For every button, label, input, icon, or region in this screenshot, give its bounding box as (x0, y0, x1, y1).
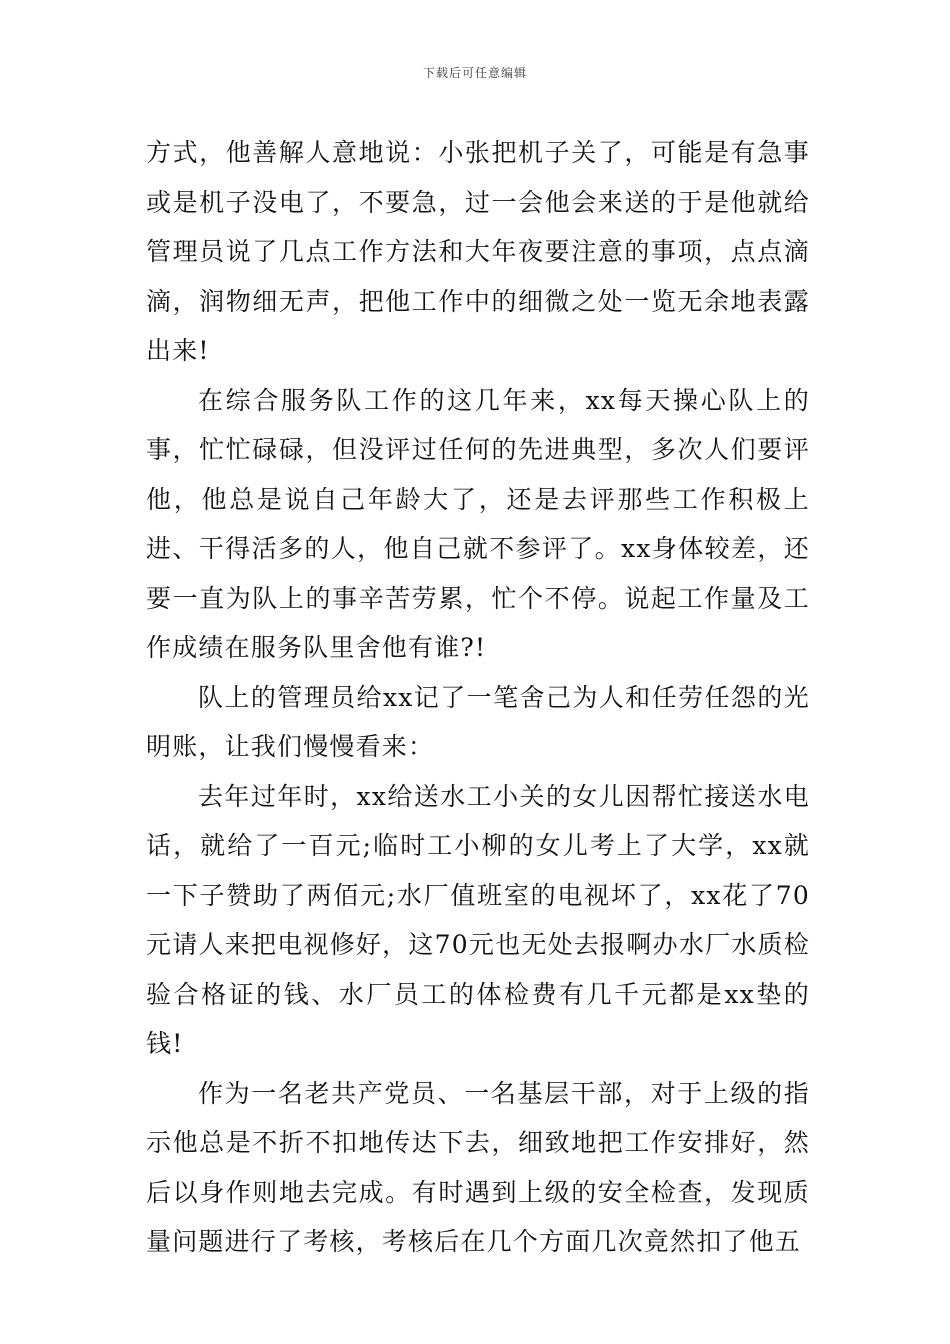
document-body (146, 128, 810, 1267)
paragraph-5: 作为一名老共产党员、一名基层干部，对于上级的指示他总是不折不扣地传达下去，细致地把工作安排好，然后以身作则地去完成。有时遇到上级的安全检查，发现质量问题进行了考核，考核后在几个方面几次竟然扣了他五 (146, 1078, 810, 1256)
page-header: 下载后可任意编辑 (422, 66, 527, 80)
paragraph-1: 方式，他善解人意地说：小张把机子关了，可能是有急事或是机子没电了，不要急，过一会他会来送的于是他就给管理员说了几点工作方法和大年夜要注意的事项，点点滴滴，润物细无声，把他工作中的细微之处一览无余地表露出来! (146, 138, 810, 365)
paragraph-3: 队上的管理员给xx记了一笔舍己为人和任劳任怨的光明账，让我们慢慢看来： (146, 682, 810, 761)
paragraph-2: 在综合服务队工作的这几年来，xx每天操心队上的事，忙忙碌碌，但没评过任何的先进典型，多次人们要评他，他总是说自己年龄大了，还是去评那些工作积极上进、干得活多的人，他自己就不参评了。xx身体较差，还要一直为队上的事辛苦劳累，忙个不停。说起工作量及工作成绩在服务队里舍他有谁?! (146, 385, 810, 662)
paragraph-4: 去年过年时，xx给送水工小关的女儿因帮忙接送水电话，就给了一百元;临时工小柳的女儿考上了大学，xx就一下子赞助了两佰元;水厂值班室的电视坏了，xx花了70元请人来把电视修好，这70元也无处去报啊办水厂水质检验合格证的钱、水厂员工的体检费有几千元都是xx垫的钱! (146, 781, 810, 1058)
